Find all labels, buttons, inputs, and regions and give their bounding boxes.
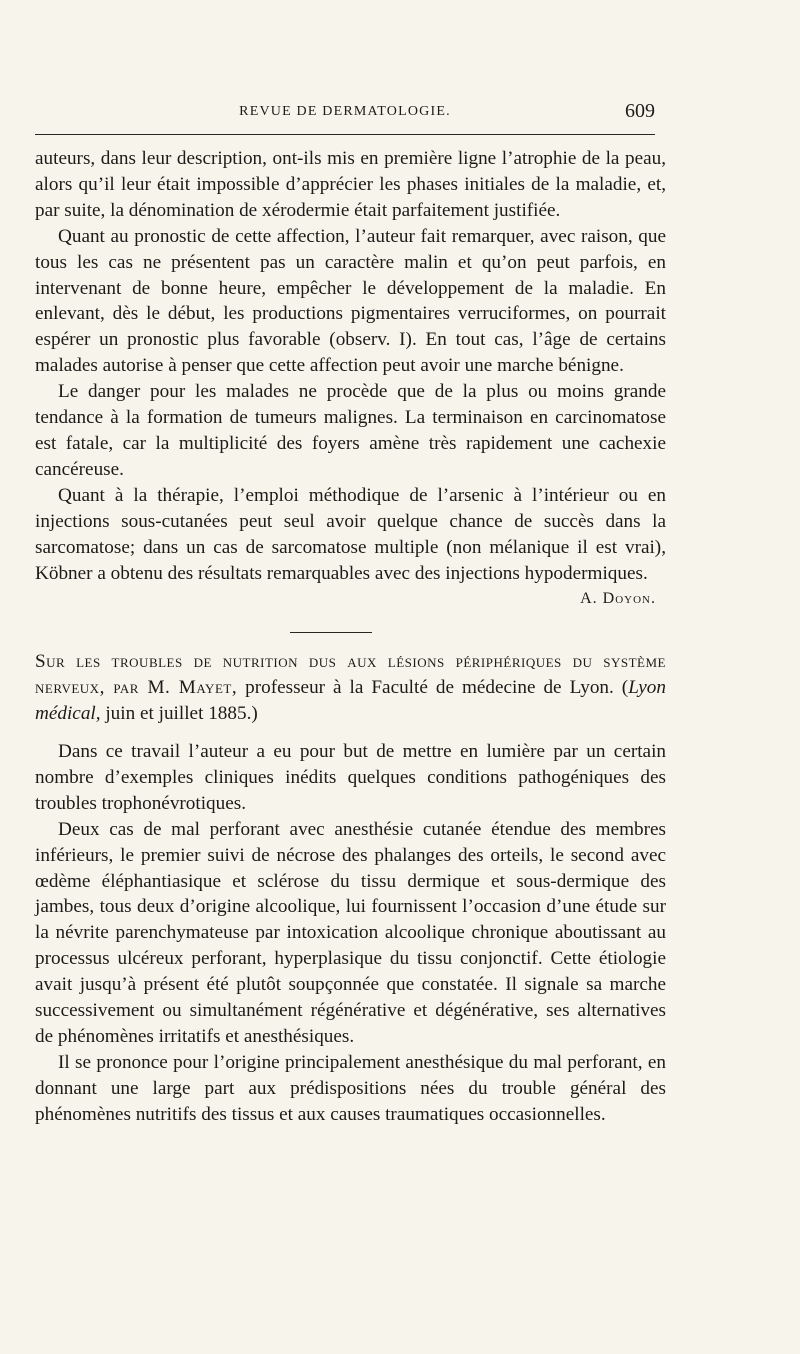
paragraph-therapie-text: Quant à la thérapie, l’emploi méthodique de l’arsenic à l’intérieur ou en injections sous-cutanées peut seul avoir quelque chance de succès dans la sarcomatose; dans un cas de sarcomatose multiple (non mélanique il est vrai), Köbner a obtenu des résultats remarquables avec des injections hypodermiques. (35, 484, 666, 584)
article-date: juin et juillet 1885.) (100, 703, 258, 725)
paragraph-danger: Le danger pour les malades ne procède que de la plus ou moins grande tendance à la formation de tumeurs malignes. La terminaison en carcinomatose est fatale, car la multiplicité des foyers amène très rapidement une cachexie cancéreuse. (35, 381, 666, 480)
running-head (35, 100, 655, 128)
section-divider (290, 632, 372, 633)
article-author: par M. Mayet, (104, 677, 238, 699)
paragraph-travail: Dans ce travail l’auteur a eu pour but de mettre en lumière par un certain nombre d’exemples cliniques inédits quelques conditions pathogéniques des troubles trophonévrotiques. (35, 741, 666, 814)
article-title-lead: Sur les troubles de nutrition dus aux lésions périphériques du système nerveux, (35, 651, 666, 699)
paragraph-origine: Il se prononce pour l’origine principalement anesthésique du mal perforant, en donnant une large part aux prédispositions nées du trouble général des phénomènes nutritifs des tissus et aux causes traumatiques occasionnelles. (35, 1051, 666, 1125)
signature: A. Doyon. (580, 590, 656, 608)
body-text (35, 146, 666, 1128)
running-title: REVUE DE DERMATOLOGIE. (239, 104, 451, 119)
paragraph-continued: auteurs, dans leur description, ont-ils mis en première ligne l’atrophie de la peau, alors qu’il leur était impossible d’apprécier les phases initiales de la maladie, et, par suite, la dénomination de xérodermie était parfaitement justifiée. (35, 148, 666, 221)
header-rule (35, 134, 655, 135)
paragraph-deux-cas: Deux cas de mal perforant avec anesthésie cutanée étendue des membres inférieurs, le premier suivi de nécrose des phalanges des orteils, le second avec œdème éléphantiasique et sclérose du tissu dermique et sous-dermique des jambes, tous deux d’origine alcoolique, lui fournissent l’occasion d’une étude sur la névrite parenchymateuse par intoxication alcoolique chronique aboutissant au processus ulcéreux perforant, hyperplasique du tissu conjonctif. Cette étiologie avait jusqu’à présent été plutôt soupçonnée que constatée. Il signale sa marche successivement ou simultanément régénérative et dégénérative, ses alternatives de phénomènes irritatifs et anesthésiques. (35, 818, 666, 1047)
article-affiliation: professeur à la Faculté de médecine de Lyon. ( (237, 677, 629, 699)
paragraph-therapie (35, 483, 666, 608)
paragraph-pronostic: Quant au pronostic de cette affection, l’auteur fait remarquer, avec raison, que tous les cas ne présentent pas un caractère malin et qu’on peut parfois, en intervenant de bonne heure, empêcher le développement de la maladie. En enlevant, dès le début, les productions pigmentaires verruciformes, on pourrait espérer un pronostic plus favorable (observ. I). En tout cas, l’âge de certains malades autorise à penser que cette affection peut avoir une marche bénigne. (35, 225, 666, 377)
article-journal: Lyon médical, (35, 677, 666, 725)
article-title (35, 649, 666, 727)
page-number: 609 (625, 100, 655, 122)
